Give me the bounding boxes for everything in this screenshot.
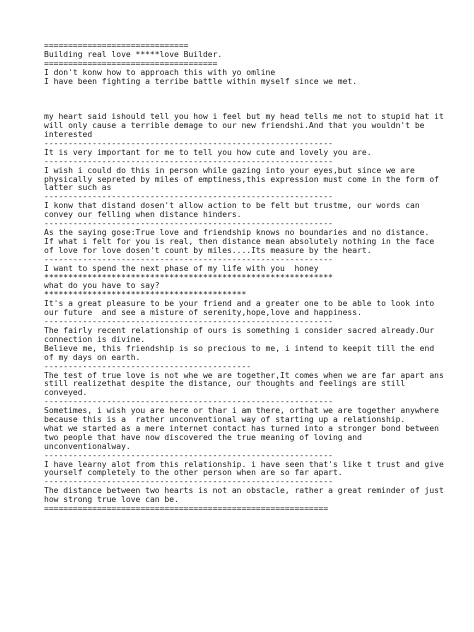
text-line: Sometimes, i wish you are here or thar i am there, orthat we are together anywhere xyxy=(44,407,439,416)
text-line: The distance between two hearts is not an obstacle, rather a great reminder of just xyxy=(44,487,444,496)
text-line: two people that have now discovered the true meaning of loving and xyxy=(44,433,362,442)
separator-line: ------------------------------------------------------------ xyxy=(44,139,333,148)
text-line: my heart said ishould tell you how i feel but my head tells me not to stupid hat it xyxy=(44,113,444,122)
text-line: interested xyxy=(44,131,93,140)
text-line: physically sepreted by miles of emptiness,this expression must come in the form of xyxy=(44,175,439,184)
text-line: conveyed. xyxy=(44,389,88,398)
text-line: The fairly recent relationship of ours is something i consider sacred already.Our xyxy=(44,326,435,335)
text-line: I don't konw how to approach this with yo omline xyxy=(44,68,276,77)
separator-line: ------------------------------------------------------------ xyxy=(44,478,333,487)
text-line: The test of true love is not whe we are together,It comes when we are far apart ans xyxy=(44,371,444,380)
blank-gap xyxy=(44,87,464,114)
separator-line: ------------------------------------------------------------ xyxy=(44,193,333,202)
text-line: yourself completely to the other person when are so far apart. xyxy=(44,469,343,478)
text-line: I have learny alot from this relationship. i have seen that's like t trust and give xyxy=(44,460,444,469)
separator-line: =========================================================== xyxy=(44,505,329,514)
text-line: Believe me, this friendship is so precious to me, i intend to keepit till the end xyxy=(44,344,435,353)
separator-line: ------------------------------------------------------------ xyxy=(44,398,333,407)
text-line: I want to spend the next phase of my life with you honey xyxy=(44,264,319,273)
text-line: latter such as xyxy=(44,184,112,193)
text-line: If what i felt for you is real, then distance mean absolutely nothing in the face xyxy=(44,237,435,246)
separator-line: ------------------------------------------- xyxy=(44,362,252,371)
separator-line: ------------------------------------------------------------ xyxy=(44,255,333,264)
text-line: I konw that distand dosen't allow action to be felt but trustme, our words can xyxy=(44,202,420,211)
text-line: I wish i could do this in person while gazing into your eyes,but since we are xyxy=(44,166,415,175)
text-line: unconventionalway. xyxy=(44,442,131,451)
text-line: of my days on earth. xyxy=(44,353,141,362)
separator-line: ------------------------------------------------------------ xyxy=(44,220,333,229)
document-title: Building real love *****love Builder. xyxy=(44,50,223,59)
text-line: how strong true love can be. xyxy=(44,496,179,505)
text-line: of love for love dosen't count by miles....Its measure by the heart. xyxy=(44,246,372,255)
separator-line: ************************************************************ xyxy=(44,273,333,282)
separator-line: ------------------------------------------------------------ xyxy=(44,451,333,460)
text-line: convey our felling when distance hinders. xyxy=(44,211,242,220)
separator-line: ------------------------------------------------------------ xyxy=(44,318,333,327)
text-line: It is very important for me to tell you how cute and lovely you are. xyxy=(44,148,372,157)
separator-line: ============================== xyxy=(44,42,189,50)
text-line: will only cause a terrible demage to our new friendshi.And that you wouldn't be xyxy=(44,122,425,131)
text-line: still realizethat despite the distance, our thoughts and feelings are still xyxy=(44,380,406,389)
text-line: because this is a rather unconventional way of starting up a relationship. xyxy=(44,416,406,425)
separator-line: ------------------------------------------------------------ xyxy=(44,157,333,166)
text-line: I have been fighting a terribe battle within myself since we met. xyxy=(44,77,358,86)
text-line: what we started as a mere internet contact has turned into a stronger bond between xyxy=(44,424,439,433)
document-page xyxy=(44,42,464,514)
text-line: our future and see a misture of serenity,hope,love and happiness. xyxy=(44,309,362,318)
text-line: As the saying gose:True love and friendship knows no boundaries and no distance. xyxy=(44,229,430,237)
text-line: It's a great pleasure to be your friend and a greater one to be able to look into xyxy=(44,300,435,309)
text-line: what do you have to say? xyxy=(44,282,160,291)
separator-line: ****************************************** xyxy=(44,291,247,300)
separator-line: ==================================== xyxy=(44,59,218,68)
text-line: connection is divine. xyxy=(44,335,146,344)
